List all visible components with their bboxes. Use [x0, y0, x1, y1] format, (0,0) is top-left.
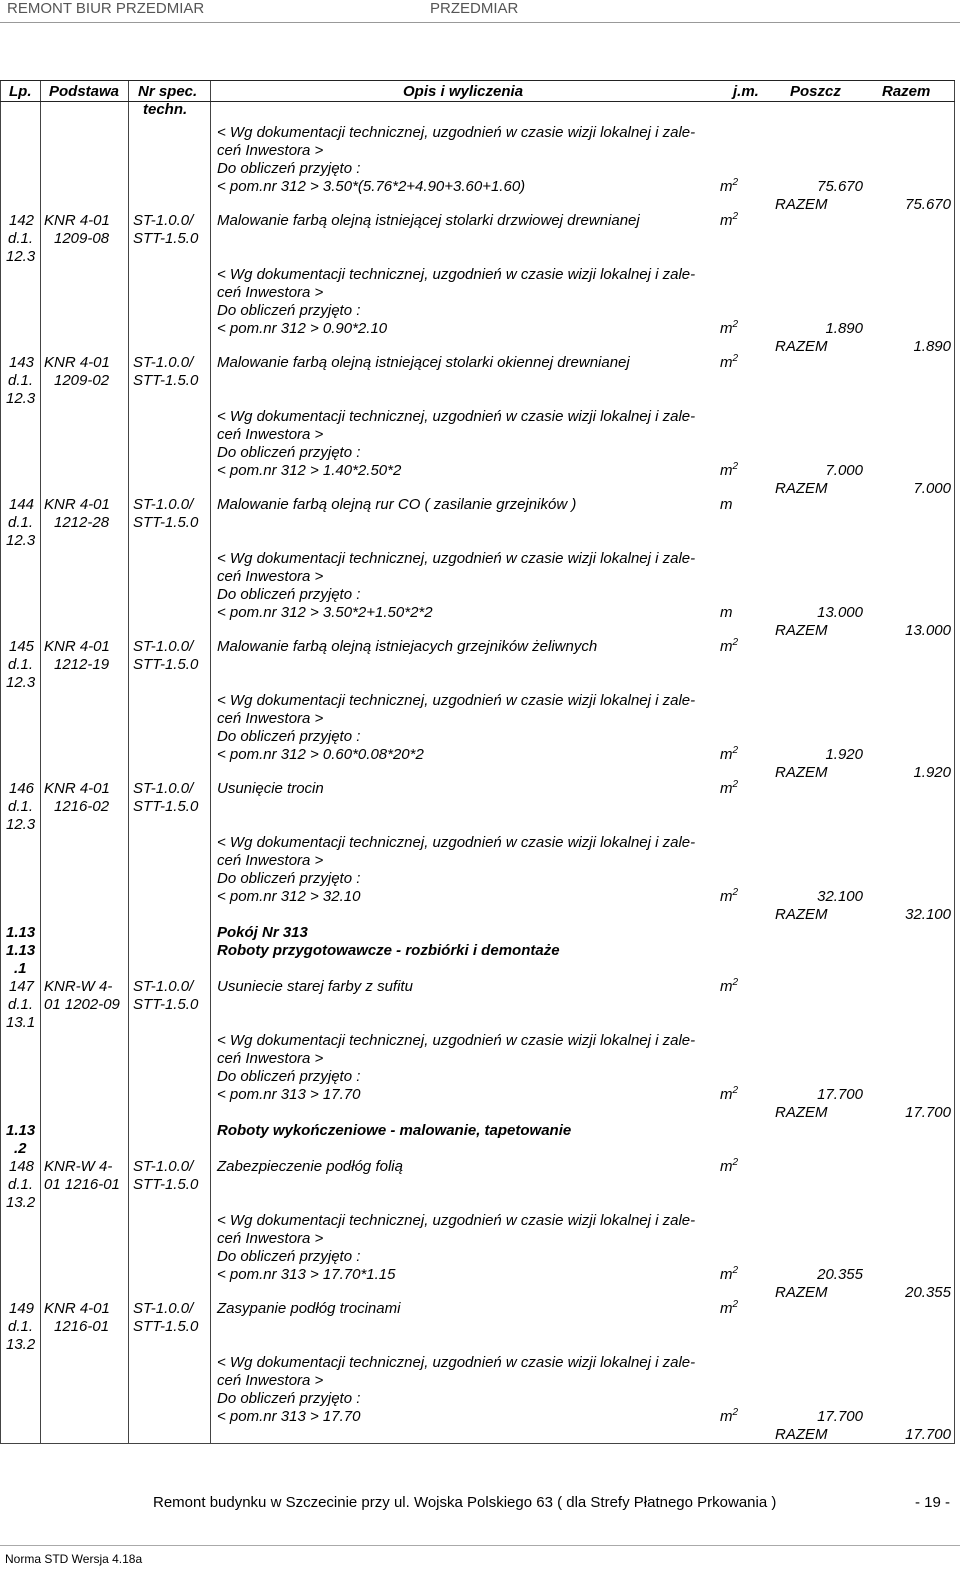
unit-cell: $m^2$ — [720, 177, 739, 195]
item-sub: d.1. — [8, 230, 34, 247]
partial-value: 1.920 — [825, 746, 863, 763]
calc-line: < pom.nr 313 > 17.70 — [217, 1408, 361, 1425]
assumed-label: Do obliczeń przyjęto : — [217, 1068, 361, 1085]
item-sub: d.1. — [8, 514, 34, 531]
total-value: 75.670 — [905, 196, 951, 213]
item-description: Zasypanie podłóg trocinami — [217, 1300, 401, 1317]
item-sub-2: 12.3 — [6, 390, 36, 407]
col-header-lp: Lp. — [9, 83, 32, 100]
item-basis: KNR 4-01 — [44, 212, 110, 229]
item-number: 146 — [9, 780, 35, 797]
section-number: 1.13 — [6, 1122, 36, 1139]
calc-line: < pom.nr 312 > 0.90*2.10 — [217, 320, 388, 337]
assumed-label: Do obliczeń przyjęto : — [217, 444, 361, 461]
item-basis-2: 1212-19 — [54, 656, 110, 673]
docs-note-2: ceń Inwestora > — [217, 1050, 324, 1067]
item-spec: ST-1.0.0/ — [133, 1300, 194, 1317]
unit-cell: $m^2$ — [720, 1265, 739, 1283]
docs-note: < Wg dokumentacji technicznej, uzgodnień w czasie wizji lokalnej i zale- — [217, 1354, 696, 1371]
partial-value: 7.000 — [825, 462, 863, 479]
item-sub-2: 12.3 — [6, 816, 36, 833]
page-number: - 19 - — [914, 1494, 950, 1511]
docs-note: < Wg dokumentacji technicznej, uzgodnień w czasie wizji lokalnej i zale- — [217, 266, 696, 283]
assumed-label: Do obliczeń przyjęto : — [217, 302, 361, 319]
item-spec-2: STT-1.5.0 — [133, 656, 199, 673]
assumed-label: Do obliczeń przyjęto : — [217, 870, 361, 887]
docs-note: < Wg dokumentacji technicznej, uzgodnień w czasie wizji lokalnej i zale- — [217, 408, 696, 425]
sum-label: RAZEM — [775, 1104, 828, 1121]
total-value: 7.000 — [913, 480, 951, 497]
assumed-label: Do obliczeń przyjęto : — [217, 728, 361, 745]
item-spec: ST-1.0.0/ — [133, 496, 194, 513]
unit-cell: $m^2$ — [720, 745, 739, 763]
item-sub-2: 13.1 — [6, 1014, 36, 1031]
item-spec-2: STT-1.5.0 — [133, 798, 199, 815]
item-number: 143 — [9, 354, 35, 371]
sum-label: RAZEM — [775, 196, 828, 213]
docs-note: < Wg dokumentacji technicznej, uzgodnień w czasie wizji lokalnej i zale- — [217, 692, 696, 709]
partial-value: 1.890 — [825, 320, 863, 337]
item-description: Zabezpieczenie podłóg folią — [217, 1158, 403, 1175]
sum-label: RAZEM — [775, 764, 828, 781]
item-description: Malowanie farbą olejną istniejącej stolarki drzwiowej drewnianej — [217, 212, 640, 229]
footer-text: Remont budynku w Szczecinie przy ul. Wojska Polskiego 63 ( dla Strefy Płatnego Prkowania ) — [153, 1494, 777, 1511]
total-value: 13.000 — [905, 622, 951, 639]
item-number: 147 — [9, 978, 35, 995]
assumed-label: Do obliczeń przyjęto : — [217, 586, 361, 603]
assumed-label: Do obliczeń przyjęto : — [217, 1248, 361, 1265]
item-basis: KNR 4-01 — [44, 496, 110, 513]
item-unit: m — [720, 496, 733, 513]
item-spec-2: STT-1.5.0 — [133, 1318, 199, 1335]
item-basis-2: 1209-02 — [54, 372, 110, 389]
item-sub: d.1. — [8, 1318, 34, 1335]
item-spec-2: STT-1.5.0 — [133, 1176, 199, 1193]
column-line — [954, 80, 955, 1444]
item-description: Malowanie farbą olejną istniejacych grzejników żeliwnych — [217, 638, 598, 655]
total-value: 1.920 — [913, 764, 951, 781]
item-spec: ST-1.0.0/ — [133, 780, 194, 797]
calc-line: < pom.nr 312 > 3.50*2+1.50*2*2 — [217, 604, 433, 621]
sum-label: RAZEM — [775, 1284, 828, 1301]
item-basis-2: 1212-28 — [54, 514, 110, 531]
header-divider — [0, 22, 960, 23]
item-sub: d.1. — [8, 656, 34, 673]
item-sub: d.1. — [8, 996, 34, 1013]
calc-line: < pom.nr 313 > 17.70 — [217, 1086, 361, 1103]
document-header-left: REMONT BIUR PRZEDMIAR — [7, 0, 205, 17]
item-number: 144 — [9, 496, 35, 513]
sum-label: RAZEM — [775, 338, 828, 355]
docs-note-2: ceń Inwestora > — [217, 142, 324, 159]
col-header-total: Razem — [882, 83, 931, 100]
total-value: 17.700 — [905, 1426, 951, 1443]
unit-cell: $m^2$ — [720, 461, 739, 479]
item-unit: $m^2$ — [720, 353, 739, 371]
sum-label: RAZEM — [775, 480, 828, 497]
item-unit: $m^2$ — [720, 977, 739, 995]
item-description: Malowanie farbą olejną rur CO ( zasilanie grzejników ) — [217, 496, 577, 513]
assumed-label: Do obliczeń przyjęto : — [217, 1390, 361, 1407]
docs-note-2: ceń Inwestora > — [217, 284, 324, 301]
docs-note: < Wg dokumentacji technicznej, uzgodnień w czasie wizji lokalnej i zale- — [217, 1032, 696, 1049]
unit-cell: $m^2$ — [720, 887, 739, 905]
item-basis: KNR-W 4- — [44, 978, 113, 995]
partial-value: 32.100 — [817, 888, 863, 905]
item-basis-2: 1216-02 — [54, 798, 110, 815]
item-spec: ST-1.0.0/ — [133, 1158, 194, 1175]
item-number: 142 — [9, 212, 35, 229]
section-title: Roboty wykończeniowe - malowanie, tapetowanie — [217, 1122, 572, 1139]
total-value: 20.355 — [905, 1284, 951, 1301]
unit-cell: $m^2$ — [720, 319, 739, 337]
item-spec-2: STT-1.5.0 — [133, 514, 199, 531]
partial-value: 13.000 — [817, 604, 863, 621]
item-unit: $m^2$ — [720, 211, 739, 229]
total-value: 17.700 — [905, 1104, 951, 1121]
section-title: Pokój Nr 313 — [217, 924, 308, 941]
item-number: 148 — [9, 1158, 35, 1175]
item-number: 145 — [9, 638, 35, 655]
section-number: 1.13 — [6, 942, 36, 959]
docs-note: < Wg dokumentacji technicznej, uzgodnień w czasie wizji lokalnej i zale- — [217, 834, 696, 851]
column-line — [0, 80, 1, 1444]
sum-label: RAZEM — [775, 622, 828, 639]
item-basis-2: 1209-08 — [54, 230, 110, 247]
calc-line: < pom.nr 312 > 32.10 — [217, 888, 361, 905]
item-spec: ST-1.0.0/ — [133, 354, 194, 371]
item-number: 149 — [9, 1300, 35, 1317]
docs-note-2: ceń Inwestora > — [217, 426, 324, 443]
item-sub-2: 12.3 — [6, 532, 36, 549]
estimate-table — [0, 80, 955, 1444]
docs-note-2: ceń Inwestora > — [217, 852, 324, 869]
unit-cell: $m^2$ — [720, 1407, 739, 1425]
item-basis-2: 01 1216-01 — [44, 1176, 120, 1193]
partial-value: 75.670 — [817, 178, 863, 195]
item-sub-2: 13.2 — [6, 1194, 36, 1211]
item-basis: KNR 4-01 — [44, 354, 110, 371]
item-unit: $m^2$ — [720, 637, 739, 655]
docs-note-2: ceń Inwestora > — [217, 568, 324, 585]
col-header-desc: Opis i wyliczenia — [403, 83, 524, 100]
unit-cell: $m^2$ — [720, 1085, 739, 1103]
item-basis: KNR 4-01 — [44, 1300, 110, 1317]
item-spec-2: STT-1.5.0 — [133, 372, 199, 389]
col-header-partial: Poszcz — [790, 83, 841, 100]
calc-line: < pom.nr 312 > 3.50*(5.76*2+4.90+3.60+1.60) — [217, 178, 526, 195]
item-unit: $m^2$ — [720, 1157, 739, 1175]
item-spec-2: STT-1.5.0 — [133, 996, 199, 1013]
item-basis-2: 1216-01 — [54, 1318, 110, 1335]
software-note: Norma STD Wersja 4.18a — [5, 1552, 143, 1566]
docs-note: < Wg dokumentacji technicznej, uzgodnień w czasie wizji lokalnej i zale- — [217, 1212, 696, 1229]
item-sub-2: 13.2 — [6, 1336, 36, 1353]
total-value: 32.100 — [905, 906, 951, 923]
col-header-spec-2: techn. — [143, 101, 188, 118]
col-header-spec: Nr spec. — [138, 83, 198, 100]
item-basis: KNR-W 4- — [44, 1158, 113, 1175]
docs-note: < Wg dokumentacji technicznej, uzgodnień w czasie wizji lokalnej i zale- — [217, 550, 696, 567]
section-number-2: .1 — [14, 960, 27, 977]
item-spec: ST-1.0.0/ — [133, 212, 194, 229]
item-sub-2: 12.3 — [6, 674, 36, 691]
column-line — [210, 80, 211, 1444]
item-sub: d.1. — [8, 798, 34, 815]
sum-label: RAZEM — [775, 906, 828, 923]
calc-line: < pom.nr 312 > 0.60*0.08*20*2 — [217, 746, 424, 763]
item-basis: KNR 4-01 — [44, 638, 110, 655]
item-description: Usunięcie trocin — [217, 780, 324, 797]
calc-line: < pom.nr 312 > 1.40*2.50*2 — [217, 462, 402, 479]
item-description: Malowanie farbą olejną istniejącej stolarki okiennej drewnianej — [217, 354, 630, 371]
section-number: 1.13 — [6, 924, 36, 941]
assumed-label: Do obliczeń przyjęto : — [217, 160, 361, 177]
total-value: 1.890 — [913, 338, 951, 355]
item-sub: d.1. — [8, 1176, 34, 1193]
docs-note: < Wg dokumentacji technicznej, uzgodnień w czasie wizji lokalnej i zale- — [217, 124, 696, 141]
partial-value: 17.700 — [817, 1408, 863, 1425]
unit-cell: m — [720, 604, 733, 621]
docs-note-2: ceń Inwestora > — [217, 710, 324, 727]
item-basis: KNR 4-01 — [44, 780, 110, 797]
partial-value: 17.700 — [817, 1086, 863, 1103]
section-number-2: .2 — [14, 1140, 27, 1157]
item-spec: ST-1.0.0/ — [133, 638, 194, 655]
col-header-basis: Podstawa — [49, 83, 120, 100]
partial-value: 20.355 — [817, 1266, 863, 1283]
docs-note-2: ceń Inwestora > — [217, 1230, 324, 1247]
col-header-unit: j.m. — [733, 83, 759, 100]
table-top-line — [0, 80, 955, 81]
item-basis-2: 01 1202-09 — [44, 996, 120, 1013]
footer-divider — [0, 1545, 960, 1546]
docs-note-2: ceń Inwestora > — [217, 1372, 324, 1389]
column-line — [128, 80, 129, 1444]
item-sub-2: 12.3 — [6, 248, 36, 265]
item-sub: d.1. — [8, 372, 34, 389]
item-description: Usuniecie starej farby z sufitu — [217, 978, 413, 995]
calc-line: < pom.nr 313 > 17.70*1.15 — [217, 1266, 396, 1283]
column-line — [40, 80, 41, 1444]
document-header-center: PRZEDMIAR — [430, 0, 519, 17]
sum-label: RAZEM — [775, 1426, 828, 1443]
item-spec-2: STT-1.5.0 — [133, 230, 199, 247]
section-title: Roboty przygotowawcze - rozbiórki i demontaże — [217, 942, 560, 959]
item-unit: $m^2$ — [720, 1299, 739, 1317]
item-spec: ST-1.0.0/ — [133, 978, 194, 995]
item-unit: $m^2$ — [720, 779, 739, 797]
